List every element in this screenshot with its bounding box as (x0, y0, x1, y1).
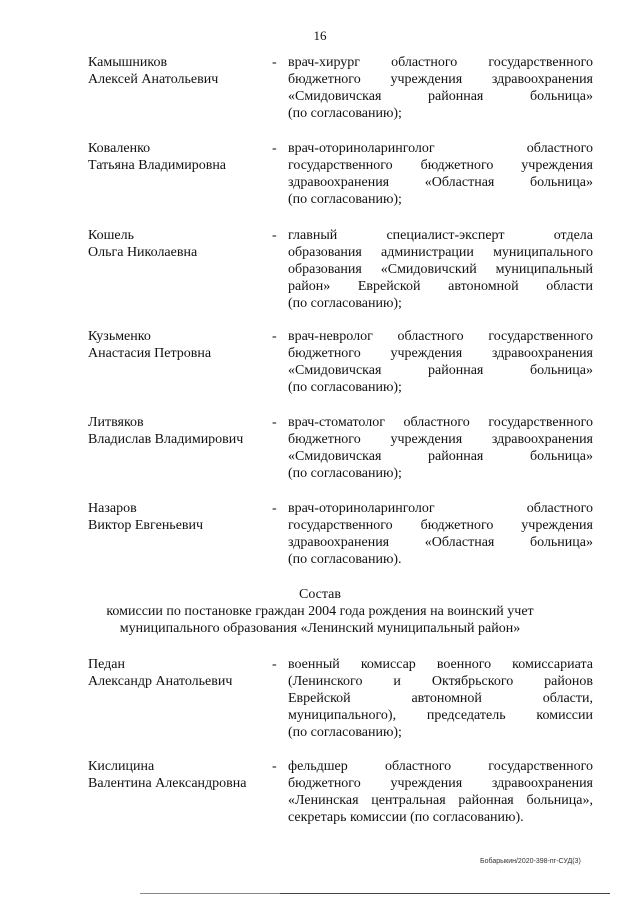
position-line: «Ленинская центральная районная больница», (288, 793, 593, 808)
member-given-name: Валентина Александровна (88, 776, 247, 791)
member-surname: Коваленко (88, 141, 151, 156)
position-line: (по согласованию); (288, 106, 402, 121)
position-line: государственного бюджетного учреждения (288, 158, 593, 173)
position-line: (по согласованию); (288, 725, 402, 740)
member-position (288, 500, 593, 568)
position-line: здравоохранения «Областная больница» (288, 535, 593, 550)
dash: - (272, 55, 277, 70)
position-line: бюджетного учреждения здравоохранения (288, 776, 593, 791)
member-given-name: Александр Анатольевич (88, 674, 233, 689)
position-line: муниципального), председатель комиссии (288, 708, 593, 723)
position-line: врач-стоматолог областного государственного (288, 415, 593, 430)
position-line: (по согласованию). (288, 552, 402, 567)
section-heading (0, 586, 640, 637)
position-line: образования администрации муниципального (288, 245, 593, 260)
dash: - (272, 415, 277, 430)
position-line: врач-оториноларинголог областного (288, 501, 593, 516)
position-line: «Смидовичская районная больница» (288, 449, 593, 464)
member-position (288, 140, 593, 208)
member-given-name: Ольга Николаевна (88, 245, 198, 260)
position-line: государственного бюджетного учреждения (288, 518, 593, 533)
dash: - (272, 228, 277, 243)
member-name (88, 140, 268, 174)
section-subtitle-line: муниципального образования «Ленинский муниципальный район» (119, 621, 521, 636)
document-code: Бобарыкин/2020-398-пг-СУД(3) (480, 858, 581, 865)
position-line: врач-оториноларинголог областного (288, 141, 593, 156)
member-position (288, 328, 593, 396)
position-line: бюджетного учреждения здравоохранения (288, 432, 593, 447)
member-surname: Литвяков (88, 415, 144, 430)
member-name (88, 414, 268, 448)
member-position (288, 54, 593, 122)
position-line: (по согласованию); (288, 466, 402, 481)
member-given-name: Виктор Евгеньевич (88, 518, 204, 533)
position-line: Еврейской автономной области, (288, 691, 593, 706)
member-given-name: Алексей Анатольевич (88, 72, 219, 87)
position-line: (Ленинского и Октябрьского районов (288, 674, 593, 689)
position-line: фельдшер областного государственного (288, 759, 593, 774)
position-line: бюджетного учреждения здравоохранения (288, 72, 593, 87)
position-line: (по согласованию); (288, 380, 402, 395)
position-line: главный специалист-эксперт отдела (288, 228, 593, 243)
member-name (88, 328, 268, 362)
member-surname: Назаров (88, 501, 137, 516)
dash: - (272, 759, 277, 774)
member-surname: Кузьменко (88, 329, 151, 344)
position-line: район» Еврейской автономной области (288, 279, 593, 294)
position-line: «Смидовичская районная больница» (288, 363, 593, 378)
page-number: 16 (313, 28, 327, 43)
position-line: секретарь комиссии (по согласованию). (288, 810, 524, 825)
position-line: врач-хирург областного государственного (288, 55, 593, 70)
section-title: Состав (298, 587, 341, 602)
member-name (88, 54, 268, 88)
position-line: «Смидовичская районная больница» (288, 89, 593, 104)
dash: - (272, 501, 277, 516)
section-subtitle-line: комиссии по постановке граждан 2004 года рождения на воинский учет (106, 604, 534, 619)
position-line: (по согласованию); (288, 296, 402, 311)
scan-edge-line (280, 893, 610, 894)
position-line: бюджетного учреждения здравоохранения (288, 346, 593, 361)
member-position (288, 414, 593, 482)
member-position (288, 656, 593, 741)
member-name (88, 656, 268, 690)
dash: - (272, 657, 277, 672)
member-given-name: Анастасия Петровна (88, 346, 212, 361)
position-line: врач-невролог областного государственного (288, 329, 593, 344)
dash: - (272, 141, 277, 156)
member-name (88, 227, 268, 261)
member-given-name: Татьяна Владимировна (88, 158, 227, 173)
member-surname: Камышников (88, 55, 168, 70)
position-line: образования «Смидовичский муниципальный (288, 262, 593, 277)
dash: - (272, 329, 277, 344)
member-position (288, 758, 593, 826)
member-given-name: Владислав Владимирович (88, 432, 244, 447)
member-position (288, 227, 593, 312)
member-surname: Кошель (88, 228, 135, 243)
member-name (88, 500, 268, 534)
position-line: военный комиссар военного комиссариата (288, 657, 593, 672)
member-surname: Кислицина (88, 759, 155, 774)
position-line: здравоохранения «Областная больница» (288, 175, 593, 190)
position-line: (по согласованию); (288, 192, 402, 207)
member-surname: Педан (88, 657, 125, 672)
member-name (88, 758, 268, 792)
